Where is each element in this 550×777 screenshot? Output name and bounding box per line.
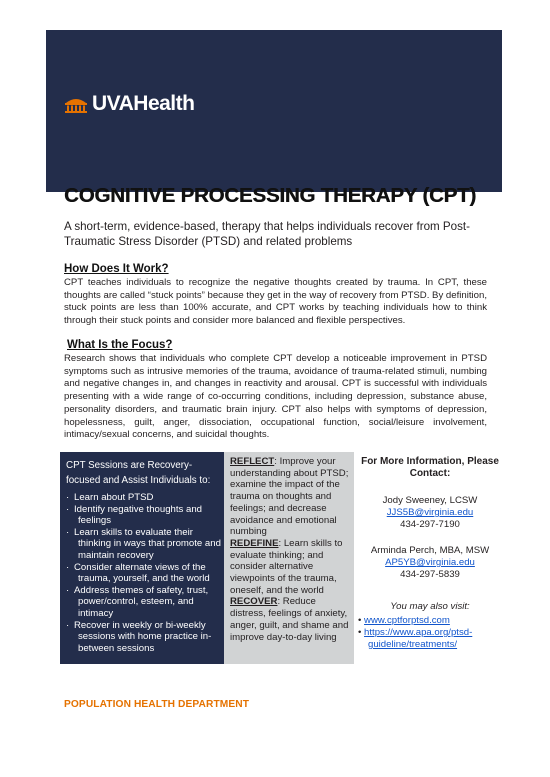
sessions-list [60, 492, 222, 654]
visit-label: You may also visit: [390, 601, 470, 612]
reflect-text: REFLECT: Improve your understanding about PTSD; examine the impact of the trauma on thoughts and feelings; and decrease avoidance and emotional numbing [230, 456, 349, 538]
how-heading: How Does It Work? [64, 263, 169, 275]
reflect-redefine-recover-box [224, 452, 354, 664]
page-title: COGNITIVE PROCESSING THERAPY (CPT) [64, 184, 476, 207]
contact-name: Arminda Perch, MBA, MSW [370, 545, 490, 556]
contact-phone: 434-297-7190 [400, 519, 460, 530]
contact-panel [356, 452, 504, 651]
list-item: · Learn about PTSD [66, 492, 154, 503]
list-item: · Recover in weekly or bi-weekly sessions with home practice in-between sessions [66, 619, 212, 654]
contact-email-link[interactable]: AP5YB@virginia.edu [385, 557, 475, 568]
uva-health-logo [64, 93, 194, 114]
list-item: · Identify negative thoughts and feelings [66, 503, 203, 527]
list-item: • https://www.apa.org/ptsd-guideline/treatments/ [358, 627, 473, 650]
resource-link[interactable]: https://www.apa.org/ptsd-guideline/treatments/ [364, 627, 473, 650]
how-body: CPT teaches individuals to recognize the negative thoughts created by trauma. In CPT, these thoughts are called “stuck points” because they get in the way of recovery from PTSD. By definition, stuck points are less than 100% accurate, and CPT works by teaching individuals how to think through their stuck points and consider more balanced and flexible perspectives. [64, 277, 487, 327]
subtitle: A short-term, evidence-based, therapy that helps individuals recover from Post-Traumatic Stress Disorder (PTSD) and related problems [64, 220, 470, 248]
sessions-heading: CPT Sessions are Recovery-focused and Assist Individuals to: [66, 460, 211, 486]
contact-email-link[interactable]: JJS5B@virginia.edu [386, 507, 474, 518]
redefine-text: REDEFINE: Learn skills to evaluate thinking; and consider alternative viewpoints of the trauma, oneself, and the world [230, 537, 343, 596]
recover-text: RECOVER: Reduce distress, feelings of anxiety, anger, guilt, and shame and improve day-to-day living [230, 596, 349, 643]
resource-link[interactable]: www.cptforptsd.com [364, 615, 450, 626]
resource-links [356, 615, 504, 651]
list-item: • www.cptforptsd.com [358, 615, 450, 626]
focus-body: Research shows that individuals who complete CPT develop a noticeable improvement in PTSD symptoms such as intrusive memories of the trauma, avoidance of trauma-related stimuli, numbing and negative changes in, and changes in reactivity and arousal. CPT is successful with individuals presenting with a wide range of co-occurring conditions, including depression, substance abuse, personality disorders, and traumatic brain injury. CPT also helps with symptoms of depression, hopelessness, guilt, anger, dissociation, occupational function, social/leisure involvement, intimacy/sexual concerns, and suicidal thoughts. [64, 353, 487, 441]
list-item: · Consider alternate views of the trauma, yourself, and the world [66, 561, 210, 585]
contact-phone: 434-297-5839 [400, 569, 460, 580]
logo-text: UVAHealth [92, 92, 195, 115]
focus-heading: What Is the Focus? [67, 339, 173, 351]
rotunda-icon [64, 95, 88, 113]
list-item: · Address themes of safety, trust, power/control, esteem, and intimacy [66, 584, 209, 619]
list-item: · Learn skills to evaluate their thinking in ways that promote and maintain recovery [66, 526, 221, 561]
contact-heading: For More Information, Please Contact: [361, 456, 499, 479]
footer-department: POPULATION HEALTH DEPARTMENT [64, 699, 250, 710]
sessions-box [60, 452, 224, 664]
contact-name: Jody Sweeney, LCSW [382, 495, 478, 506]
